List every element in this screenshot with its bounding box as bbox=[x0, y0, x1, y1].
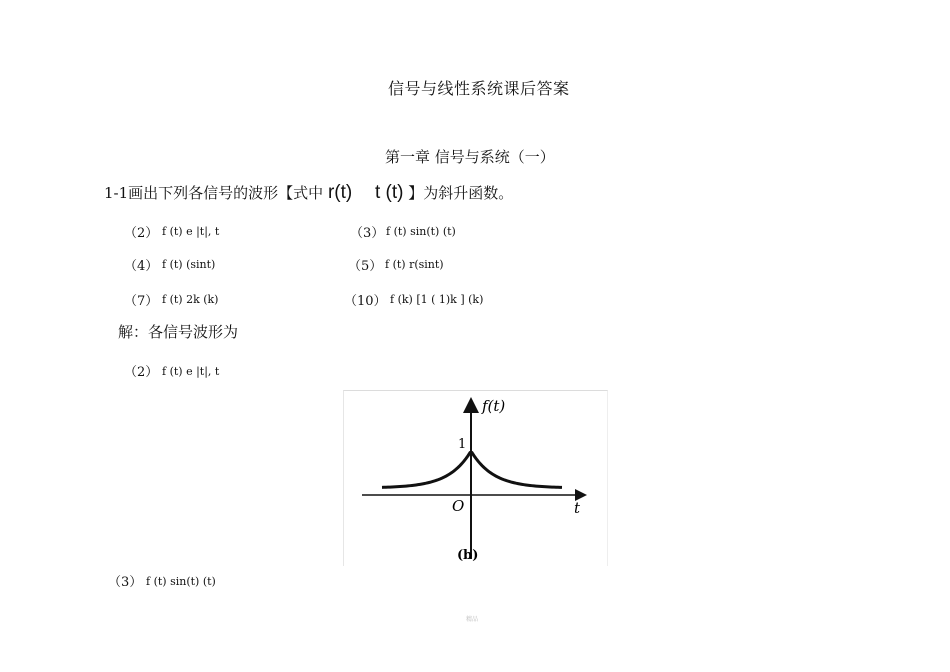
document-title: 信号与线性系统课后答案 bbox=[388, 79, 570, 98]
waveform-figure bbox=[343, 390, 608, 566]
item-expr-2: f (t) e |t|, t bbox=[162, 225, 220, 238]
item-expr-7: f (t) 2k (k) bbox=[162, 293, 219, 306]
chapter-title: 第一章 信号与系统（一） bbox=[385, 148, 555, 166]
problem-prefix: 1-1画出下列各信号的波形【式中 bbox=[104, 184, 324, 202]
problem-statement bbox=[104, 182, 513, 204]
y-axis-label: f(t) bbox=[482, 397, 506, 415]
solution-item-expr: f (t) e |t|, t bbox=[162, 365, 220, 378]
next-item-expr: f (t) sin(t) (t) bbox=[146, 575, 216, 588]
item-expr-3: f (t) sin(t) (t) bbox=[386, 225, 456, 238]
item-num-7: （7） bbox=[124, 294, 159, 309]
waveform-svg bbox=[344, 391, 607, 566]
problem-suffix: 】为斜升函数。 bbox=[408, 184, 514, 202]
ramp-function-expr: r(t) bbox=[327, 182, 353, 203]
peak-label: 1 bbox=[458, 437, 467, 452]
origin-label: O bbox=[452, 497, 465, 515]
page-footer: 精品 bbox=[466, 616, 479, 623]
figure-caption: (b) bbox=[457, 548, 479, 563]
item-num-5: （5） bbox=[348, 259, 383, 274]
solution-label: 解：各信号波形为 bbox=[118, 323, 239, 341]
item-num-3: （3） bbox=[350, 226, 385, 241]
item-expr-4: f (t) (sint) bbox=[162, 258, 216, 271]
x-axis-label: t bbox=[574, 499, 581, 517]
next-item-num: （3） bbox=[108, 575, 143, 590]
solution-item-num: （2） bbox=[124, 365, 159, 380]
item-num-10: （10） bbox=[344, 294, 387, 309]
item-num-4: （4） bbox=[124, 259, 159, 274]
ramp-definition-expr: t (t) bbox=[375, 182, 404, 203]
item-num-2: （2） bbox=[124, 226, 159, 241]
item-expr-5: f (t) r(sint) bbox=[385, 258, 444, 271]
item-expr-10: f (k) [1 ( 1)k ] (k) bbox=[390, 293, 484, 306]
